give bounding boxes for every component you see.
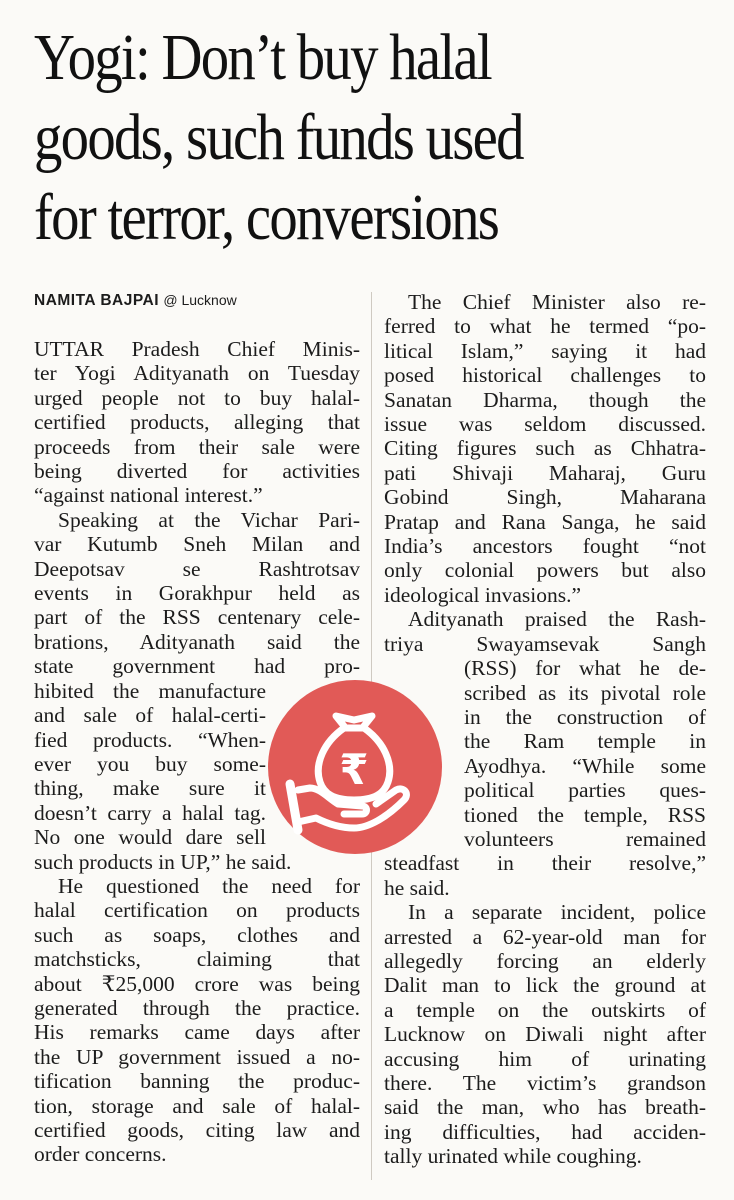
text-line: tioned the temple, RSS bbox=[464, 802, 706, 827]
text-line: UTTAR Pradesh Chief Minis- bbox=[34, 337, 360, 361]
text-line: part of the RSS centenary cele- bbox=[34, 605, 360, 630]
text-line: ever you buy some- bbox=[34, 751, 266, 776]
text-line: thing, make sure it bbox=[34, 776, 266, 801]
text-line: events in Gorakhpur held as bbox=[34, 581, 360, 606]
money-bag-in-hand-icon bbox=[268, 680, 442, 854]
text-line: No one would dare sell bbox=[34, 825, 266, 850]
headline-line: for terror, conversions bbox=[34, 181, 499, 254]
text-line: Deepotsav se Rashtrotsav bbox=[34, 556, 360, 581]
text-line: steadfast in their resolve,” bbox=[384, 851, 706, 876]
text-line: accusing him of urinating bbox=[384, 1046, 706, 1071]
text-line: the Ram temple in bbox=[464, 729, 706, 754]
text-line: brations, Adityanath said the bbox=[34, 629, 360, 654]
byline-location: @ Lucknow bbox=[163, 292, 237, 308]
text-line: Speaking at the Vichar Pari- bbox=[58, 507, 360, 532]
text-line: tification banning the produc- bbox=[34, 1069, 360, 1094]
text-line: allegedly forcing an elderly bbox=[384, 948, 706, 973]
text-line: hibited the manufacture bbox=[34, 678, 266, 703]
text-line: ing difficulties, had acciden- bbox=[384, 1119, 706, 1144]
rupee-symbol: ₹ bbox=[339, 745, 369, 794]
text-line: and sale of halal-certi- bbox=[34, 703, 266, 728]
text-line: arrested a 62-year-old man for bbox=[384, 924, 706, 949]
text-line: “against national interest.” bbox=[34, 483, 263, 508]
text-line: urged people not to buy halal- bbox=[34, 385, 360, 410]
text-line: in the construction of bbox=[464, 704, 706, 729]
text-line: about ₹25,000 crore was being bbox=[34, 971, 360, 996]
text-line: fied products. “When- bbox=[34, 727, 266, 752]
text-line: Gobind Singh, Maharana bbox=[384, 485, 706, 510]
text-line: such as soaps, clothes and bbox=[34, 922, 360, 947]
text-line: His remarks came days after bbox=[34, 1020, 360, 1045]
text-line: triya Swayamsevak Sangh bbox=[384, 631, 706, 656]
text-line: being diverted for activities bbox=[34, 459, 360, 484]
text-line: ideological invasions.” bbox=[384, 582, 582, 607]
text-line: tally urinated while coughing. bbox=[384, 1144, 642, 1169]
text-line: matchsticks, claiming that bbox=[34, 947, 360, 972]
text-line: Dalit man to lick the ground at bbox=[384, 973, 706, 998]
text-line: ferred to what he termed “po- bbox=[384, 314, 706, 339]
text-line: political parties ques- bbox=[464, 778, 706, 803]
text-line: halal certification on products bbox=[34, 898, 360, 923]
text-line: Ayodhya. “While some bbox=[464, 753, 706, 778]
text-line: posed historical challenges to bbox=[384, 363, 706, 388]
text-line: generated through the practice. bbox=[34, 995, 360, 1020]
text-line: order concerns. bbox=[34, 1142, 167, 1167]
text-line: such products in UP,” he said. bbox=[34, 849, 292, 874]
text-line: litical Islam,” saying it had bbox=[384, 338, 706, 363]
text-line: Sanatan Dharma, though the bbox=[384, 387, 706, 412]
text-line: only colonial powers but also bbox=[384, 558, 706, 583]
text-line: India’s ancestors fought “not bbox=[384, 534, 706, 559]
text-line: certified goods, citing law and bbox=[34, 1118, 360, 1142]
text-line: state government had pro- bbox=[34, 654, 360, 679]
text-line: proceeds from their sale were bbox=[34, 434, 360, 459]
text-line: var Kutumb Sneh Milan and bbox=[34, 532, 360, 557]
text-line: Lucknow on Diwali night after bbox=[384, 1022, 706, 1047]
text-line: said the man, who has breath- bbox=[384, 1095, 706, 1120]
text-line: Adityanath praised the Rash- bbox=[408, 607, 706, 632]
text-line: the UP government issued a no- bbox=[34, 1044, 360, 1069]
text-line: The Chief Minister also re- bbox=[408, 290, 706, 314]
byline bbox=[34, 290, 360, 311]
text-line: scribed as its pivotal role bbox=[464, 680, 706, 705]
text-line: Citing figures such as Chhatra- bbox=[384, 436, 706, 461]
text-line: He questioned the need for bbox=[58, 873, 360, 898]
headline-line: Yogi: Don’t buy halal bbox=[34, 21, 491, 94]
text-line: In a separate incident, police bbox=[408, 900, 706, 925]
text-line: there. The victim’s grandson bbox=[384, 1071, 706, 1095]
text-line: a temple on the outskirts of bbox=[384, 997, 706, 1022]
headline-line: goods, such funds used bbox=[34, 101, 523, 174]
headline bbox=[34, 18, 627, 258]
text-line: issue was seldom discussed. bbox=[384, 412, 706, 437]
author-name: NAMITA BAJPAI bbox=[34, 292, 160, 309]
text-line: volunteers remained bbox=[464, 826, 706, 851]
text-line: ter Yogi Adityanath on Tuesday bbox=[34, 361, 360, 386]
text-line: tion, storage and sale of halal- bbox=[34, 1093, 360, 1118]
text-line: pati Shivaji Maharaj, Guru bbox=[384, 460, 706, 485]
text-line: Pratap and Rana Sanga, he said bbox=[384, 509, 706, 534]
text-line: certified products, alleging that bbox=[34, 410, 360, 435]
text-line: he said. bbox=[384, 875, 450, 900]
text-line: doesn’t carry a halal tag. bbox=[34, 800, 266, 825]
text-line: (RSS) for what he de- bbox=[464, 656, 706, 681]
